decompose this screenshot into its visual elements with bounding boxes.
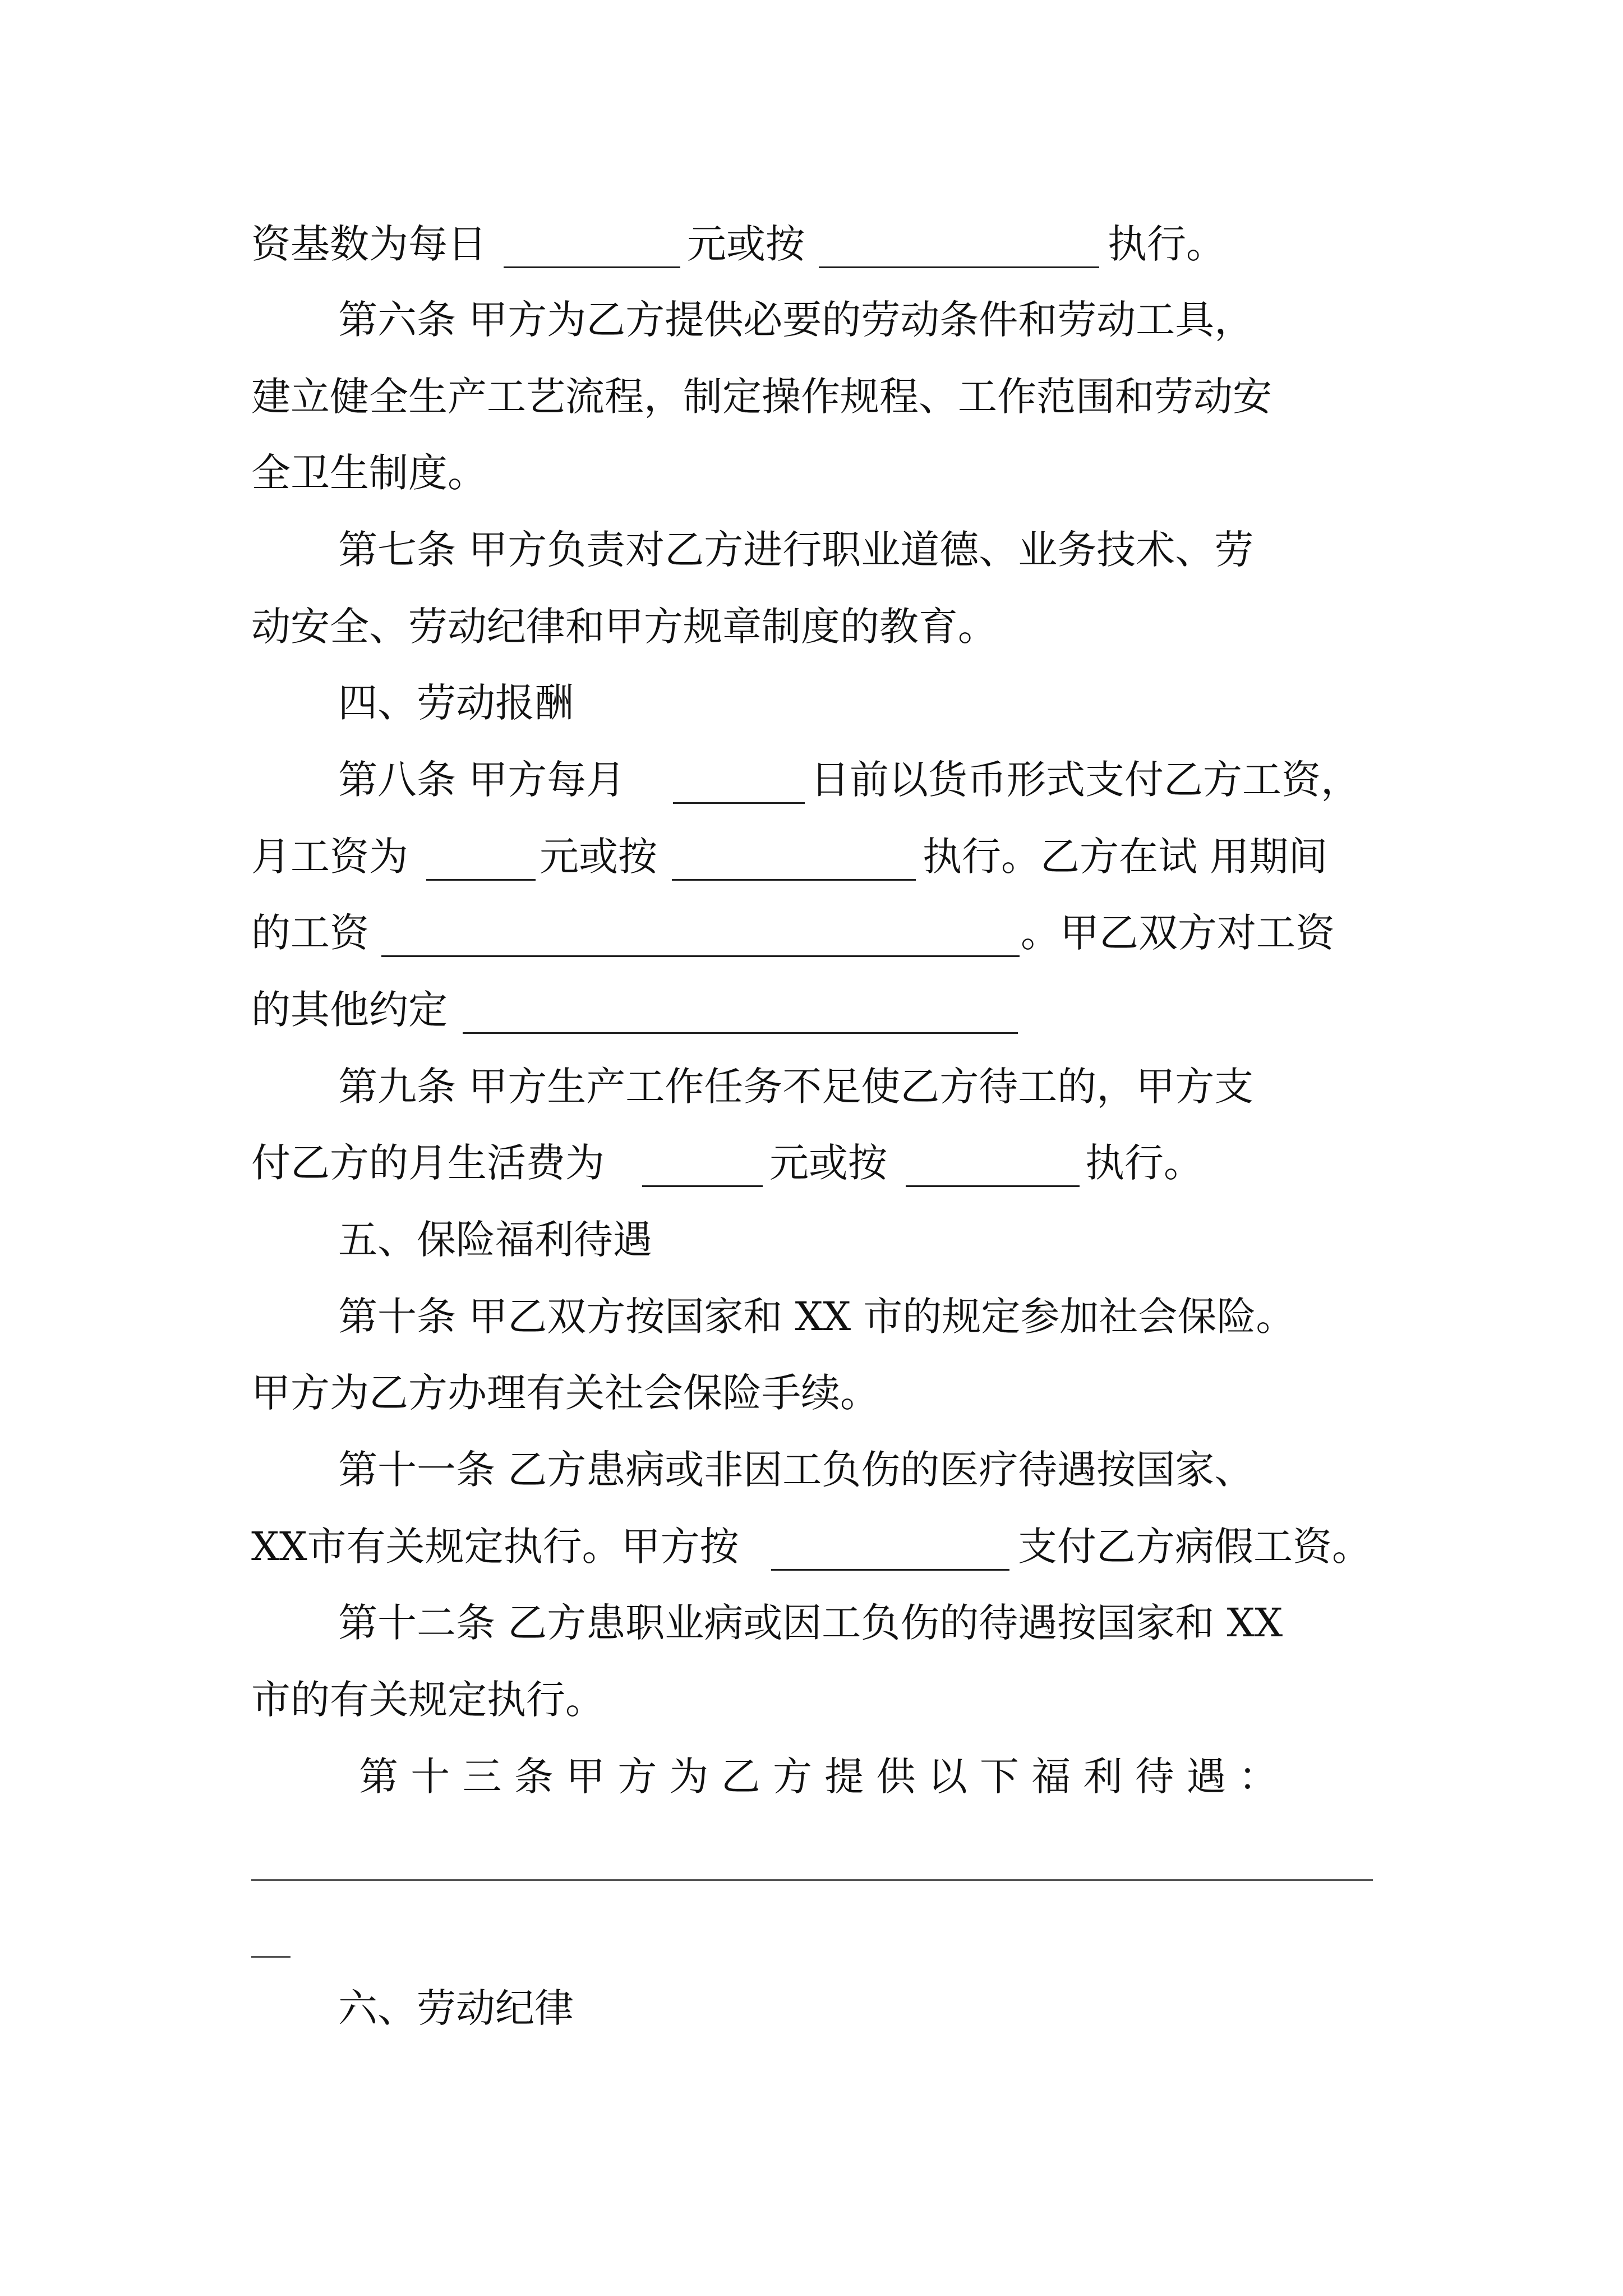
text-line <box>0 970 1623 1049</box>
text-segment: 第六条 甲方为乙方提供必要的劳动条件和劳动工具， <box>338 297 1254 343</box>
text-segment: 执行。 <box>1085 1140 1203 1186</box>
text-segment: 月工资为 <box>251 834 408 880</box>
text-segment: 第十一条 乙方患病或非因工负伤的医疗待遇按国家、 <box>338 1447 1254 1493</box>
text-segment: 资基数为每日 <box>251 221 487 267</box>
text-segment: 付乙方的月生活费为 <box>251 1140 605 1186</box>
text-segment: 市的有关规定执行。 <box>251 1677 605 1723</box>
fill-blank[interactable] <box>426 879 536 881</box>
fill-blank[interactable] <box>906 1185 1080 1187</box>
fill-blank[interactable] <box>771 1569 1009 1571</box>
section-heading <box>0 664 1623 742</box>
text-segment: 。甲乙双方对工资 <box>1021 910 1335 956</box>
fill-blank[interactable] <box>819 266 1099 268</box>
text-line <box>0 357 1623 436</box>
text-segment: 动安全、劳动纪律和甲方规章制度的教育。 <box>251 604 997 650</box>
fill-blank[interactable] <box>251 1879 1373 1881</box>
section-heading <box>0 1200 1623 1279</box>
text-line <box>0 894 1623 972</box>
fill-blank[interactable] <box>673 802 805 804</box>
text-line <box>0 434 1623 512</box>
text-line <box>0 1124 1623 1202</box>
text-line <box>0 205 1623 283</box>
fill-blank[interactable] <box>381 955 1020 957</box>
text-line <box>0 280 1623 359</box>
text-segment: 全卫生制度。 <box>251 450 487 496</box>
text-segment: 第八条 甲方每月 <box>338 757 626 803</box>
fill-blank[interactable] <box>642 1185 763 1187</box>
text-segment: 元或按 <box>769 1140 887 1186</box>
text-segment: 六、劳动纪律 <box>338 1985 574 2031</box>
text-segment: 支付乙方病假工资。 <box>1018 1524 1371 1570</box>
text-line <box>0 1277 1623 1356</box>
text-line <box>0 587 1623 666</box>
text-line <box>0 510 1623 589</box>
text-line <box>0 1660 1623 1739</box>
text-line <box>0 1584 1623 1662</box>
fill-blank[interactable] <box>251 1956 291 1958</box>
text-segment: 执行。 <box>1108 221 1225 267</box>
text-line <box>0 817 1623 896</box>
text-line <box>0 1737 1623 1816</box>
text-line <box>0 1507 1623 1586</box>
text-line <box>0 1354 1623 1432</box>
fill-blank[interactable] <box>504 266 680 268</box>
text-segment: 第九条 甲方生产工作任务不足使乙方待工的，甲方支 <box>338 1064 1254 1110</box>
text-segment: 元或按 <box>687 221 805 267</box>
text-line <box>0 1047 1623 1126</box>
text-segment: 第 十 三 条 甲 方 为 乙 方 提 供 以 下 福 利 待 遇 ： <box>359 1754 1278 1800</box>
text-segment: 日前以货币形式支付乙方工资， <box>810 757 1360 803</box>
text-segment: 四、劳动报酬 <box>338 680 574 726</box>
text-segment: 第七条 甲方负责对乙方进行职业道德、业务技术、劳 <box>338 527 1254 573</box>
text-segment: 的工资 <box>251 910 369 956</box>
text-segment: XX市有关规定执行。甲方按 <box>251 1524 739 1570</box>
text-line <box>0 1430 1623 1509</box>
text-segment: 甲方为乙方办理有关社会保险手续。 <box>251 1370 879 1416</box>
text-segment: 执行。乙方在试 用期间 <box>923 834 1328 880</box>
fill-blank[interactable] <box>672 879 916 881</box>
section-heading <box>0 1969 1623 2047</box>
text-segment: 五、保险福利待遇 <box>338 1217 652 1263</box>
text-segment: 第十二条 乙方患职业病或因工负伤的待遇按国家和 XX <box>338 1600 1283 1646</box>
text-segment: 的其他约定 <box>251 987 448 1033</box>
fill-blank[interactable] <box>463 1032 1018 1034</box>
text-segment: 元或按 <box>540 834 657 880</box>
text-line <box>0 740 1623 819</box>
text-segment: 第十条 甲乙双方按国家和 XX 市的规定参加社会保险。 <box>338 1294 1295 1340</box>
text-segment: 建立健全生产工艺流程，制定操作规程、工作范围和劳动安 <box>251 374 1272 420</box>
